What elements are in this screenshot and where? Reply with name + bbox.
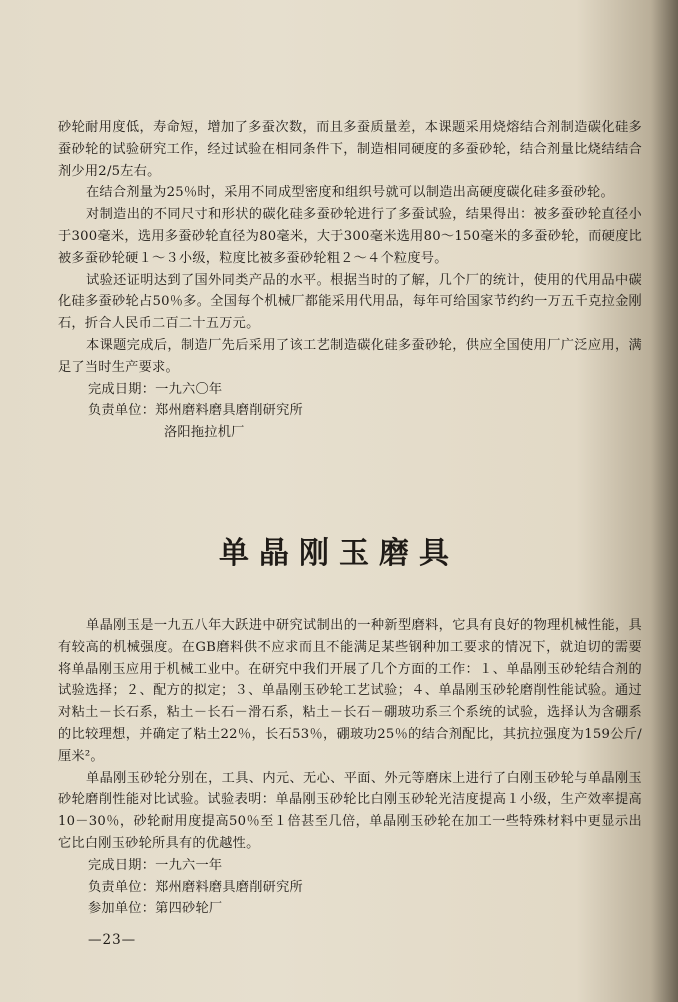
- paragraph: 单晶刚玉是一九五八年大跃进中研究试制出的一种新型磨料，它具有良好的物理机械性能，具有较高的机械强度。在GB磨料供不应求而且不能满足某些钢种加工要求的情况下，就迫切的需要将单晶刚玉应用于机械工业中。在研究中我们开展了几个方面的工作：１、单晶刚玉砂轮结合剂的试验选择；２、配方的拟定；３、单晶刚玉砂轮工艺试验；４、单晶刚玉砂轮磨削性能试验。通过对粘土－长石系，粘土－长石－滑石系，粘土－长石－硼玻功系三个系统的试验，选择认为含硼系的比较理想，并确定了粘土22％，长石53％，硼玻功25％的结合剂配比，其抗拉强度为159公斤/厘米²。: [58, 618, 642, 764]
- paragraph: 本课题完成后，制造厂先后采用了该工艺制造碳化硅多蚕砂轮，供应全国使用厂广泛应用，满足了当时生产要求。: [58, 337, 642, 375]
- section-title: 单晶刚玉磨具: [219, 536, 459, 571]
- paragraph: 试验还证明达到了国外同类产品的水平。根据当时的了解，几个厂的统计，使用的代用品中碳化硅多蚕砂轮占50％多。全国每个机械厂都能采用代用品，每年可给国家节约约一万五千克拉金刚石，折合人民币二百二十五万元。: [58, 272, 642, 332]
- paragraph: 砂轮耐用度低，寿命短，增加了多蚕次数，而且多蚕质量差，本课题采用烧熔结合剂制造碳化硅多蚕砂轮的试验研究工作，经过试验在相同条件下，制造相同硬度的多蚕砂轮，结合剂量比烧结结合剂少用2/5左右。: [58, 120, 642, 179]
- paragraph: 在结合剂量为25％时，采用不同成型密度和组织号就可以制造出高硬度碳化硅多蚕砂轮。: [86, 185, 614, 201]
- responsible-unit: 负责单位：郑州磨料磨具磨削研究所: [88, 879, 303, 895]
- responsible-unit: 负责单位：郑州磨料磨具磨削研究所: [88, 403, 303, 419]
- participating-unit: 参加单位：第四砂轮厂: [88, 901, 223, 917]
- paragraph: 对制造出的不同尺寸和形状的碳化硅多蚕砂轮进行了多蚕试验，结果得出：被多蚕砂轮直径小于300毫米，选用多蚕砂轮直径为80毫米，大于300毫米选用80～150毫米的多蚕砂轮，而硬度比被多蚕砂轮硬１～３小级，粒度比被多蚕砂轮粗２～４个粒度号。: [58, 207, 642, 266]
- section-body: [58, 615, 642, 920]
- completion-date: 完成日期：一九六〇年: [88, 381, 223, 397]
- completion-date: 完成日期：一九六一年: [88, 857, 223, 873]
- responsible-unit-secondary: 洛阳拖拉机厂: [164, 425, 245, 441]
- paragraph: 单晶刚玉砂轮分别在，工具、内元、无心、平面、外元等磨床上进行了白刚玉砂轮与单晶刚玉砂轮磨削性能对比试验。试验表明：单晶刚玉砂轮比白刚玉砂轮光洁度提高１小级，生产效率提高10－30％，砂轮耐用度提高50％至１倍甚至几倍，单晶刚玉砂轮在加工一些特殊材料中更显示出它比白刚玉砂轮所具有的优越性。: [58, 770, 642, 851]
- page-number: —23—: [88, 932, 137, 948]
- section-continued-text: [58, 117, 642, 444]
